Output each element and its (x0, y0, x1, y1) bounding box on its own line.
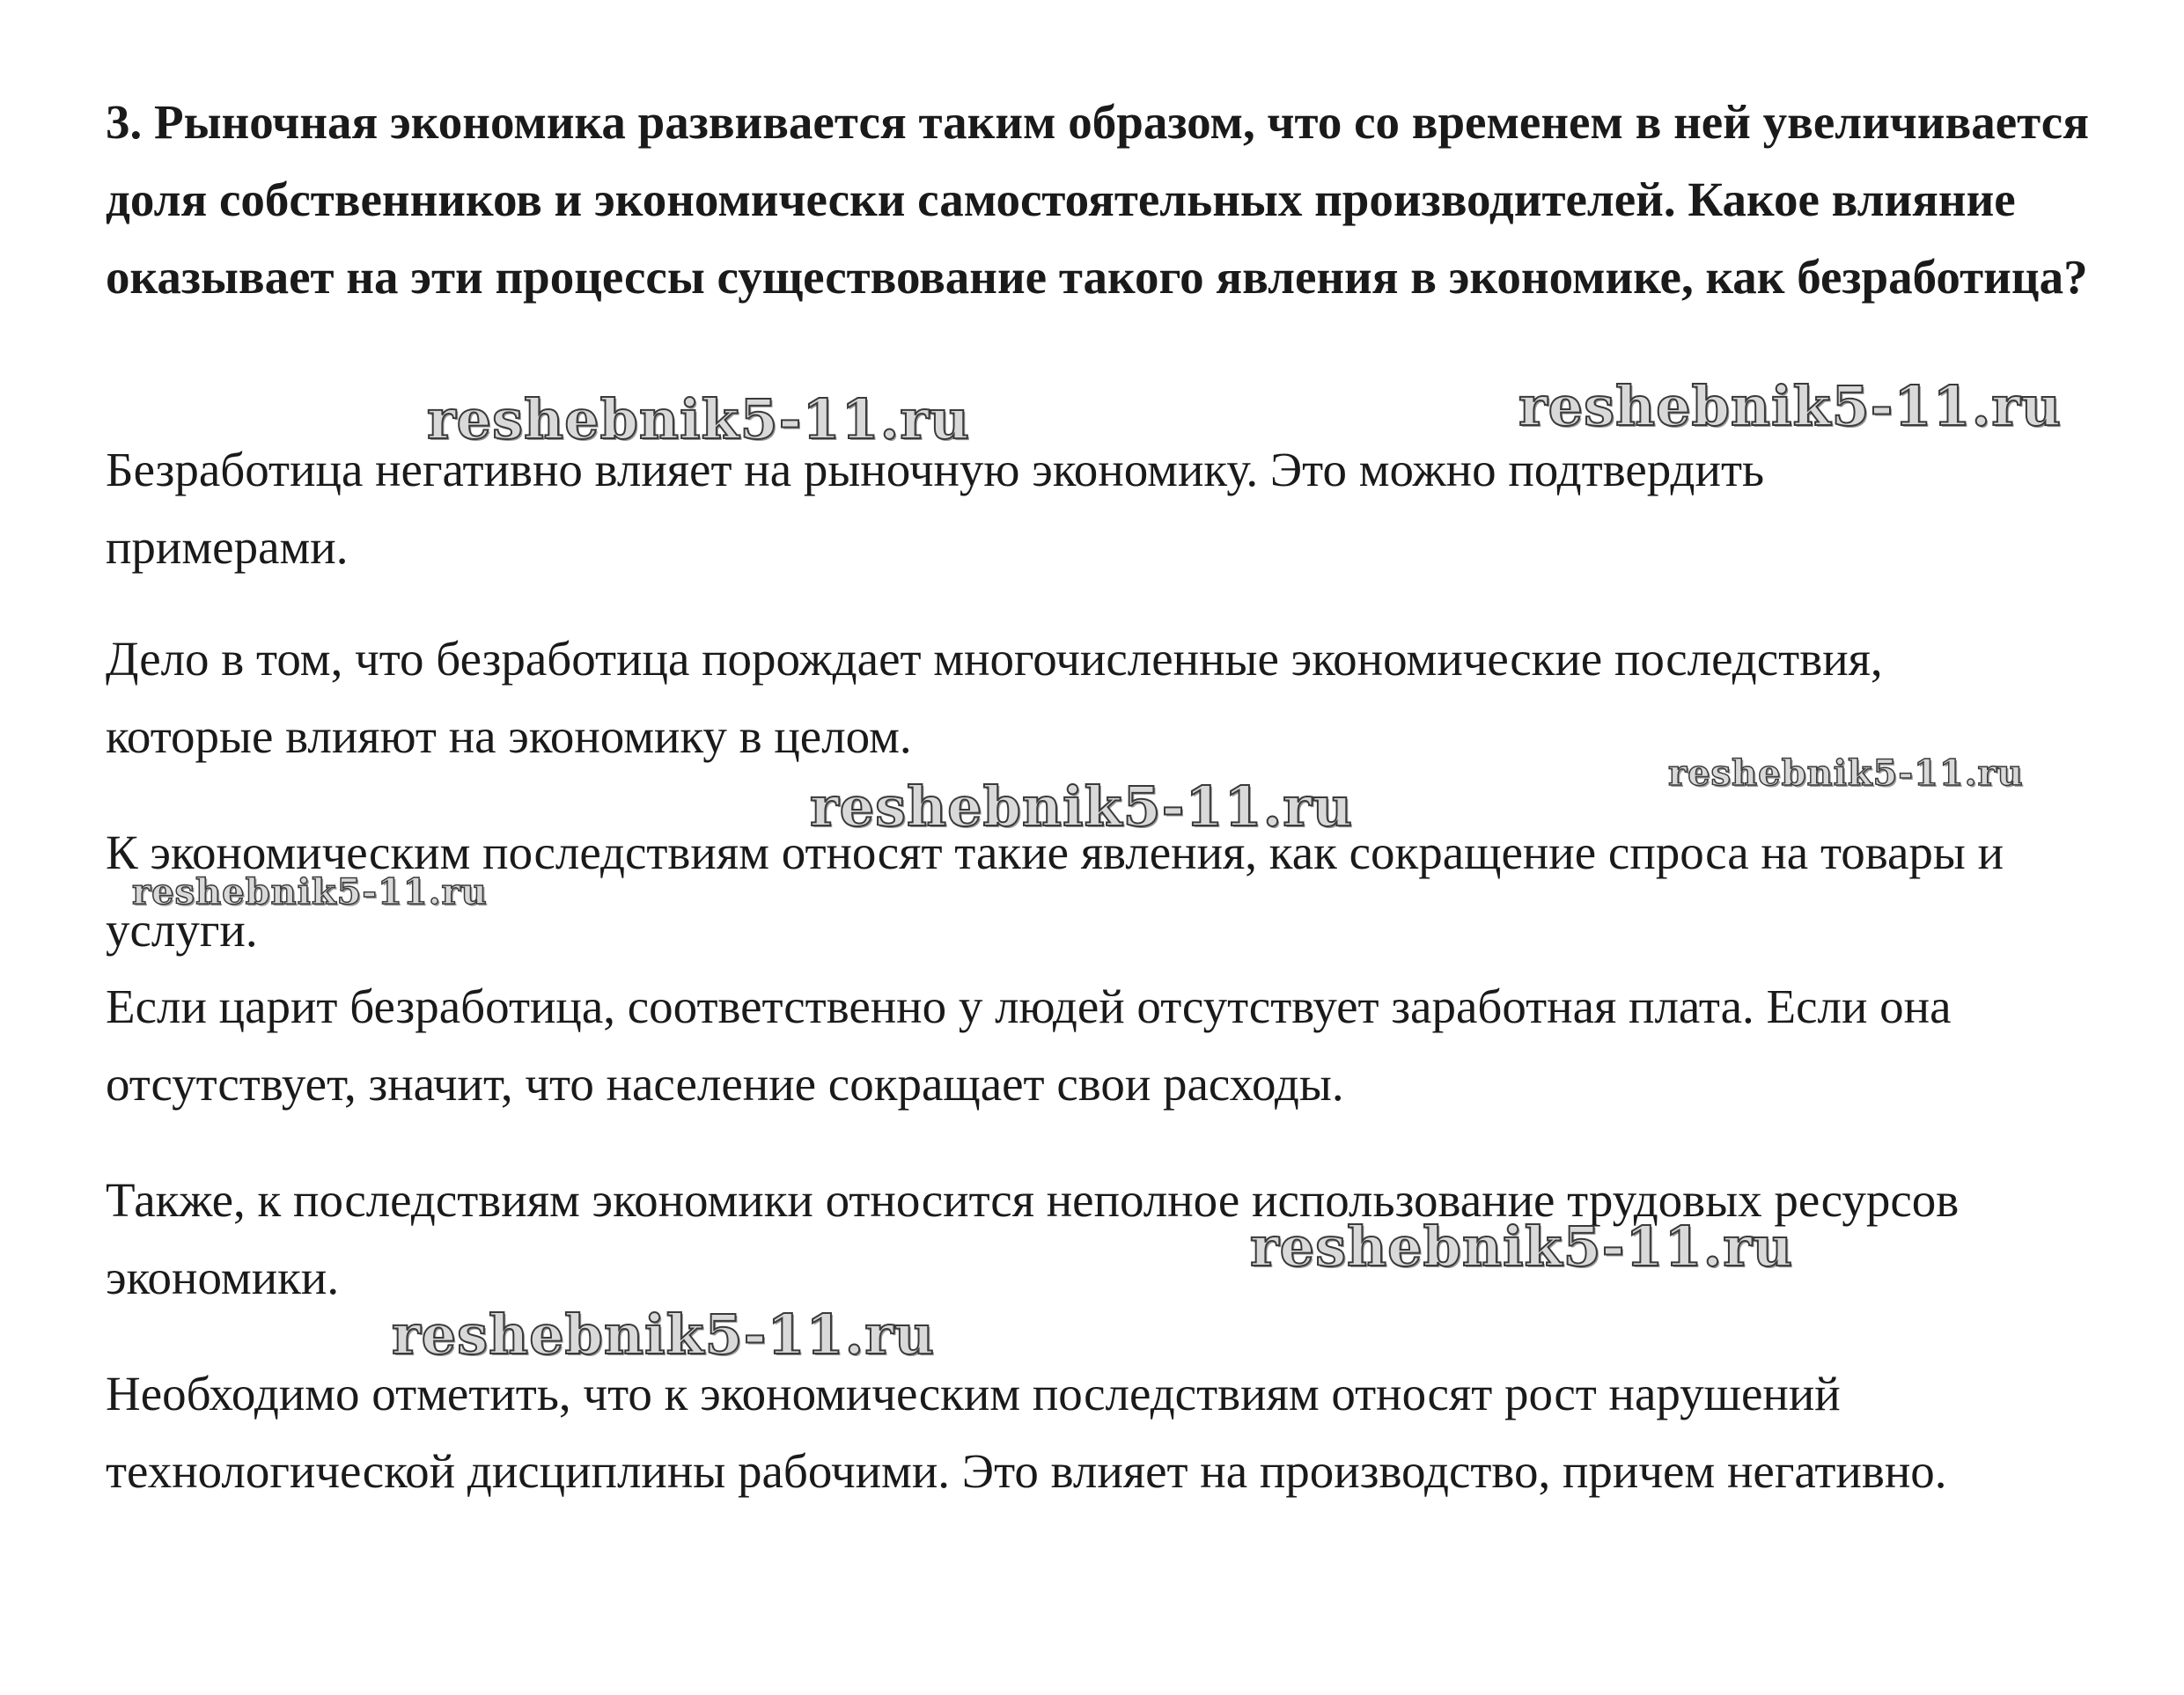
answer-paragraph-3: К экономическим последствиям относят такие явления, как сокращение спроса на товары и услуги. (106, 825, 2004, 957)
answer-paragraph-2: Дело в том, что безработица порождает многочисленные экономические последствия, которые влияют на экономику в целом. (106, 632, 1883, 763)
answer-paragraph-1: Безработица негативно влияет на рыночную экономику. Это можно подтвердить примерами. (106, 443, 1765, 574)
answer-paragraph-4: Если царит безработица, соответственно у людей отсутствует заработная плата. Если она отсутствует, значит, что население сокращает свои расходы. (106, 980, 1952, 1111)
watermark: reshebnik5-11.ru (427, 387, 970, 451)
question-text: 3. Рыночная экономика развивается таким образом, что со временем в ней увеличивается доля собственников и экономически самостоятельных производителей. Какое влияние оказывает на эти процессы существование такого явления в экономике, как безработица? (106, 95, 2089, 304)
watermark: reshebnik5-11.ru (810, 774, 1353, 839)
watermark: reshebnik5-11.ru (392, 1302, 935, 1367)
answer-paragraph-5: Также, к последствиям экономики относится неполное использование трудовых ресурсов экономики. (106, 1173, 1960, 1304)
watermark: reshebnik5-11.ru (132, 871, 488, 913)
watermark: reshebnik5-11.ru (1668, 752, 2024, 794)
answer-paragraph-6: Необходимо отметить, что к экономическим последствиям относят рост нарушений технологической дисциплины рабочими. Это влияет на производство, причем негативно. (106, 1367, 1947, 1498)
watermark: reshebnik5-11.ru (1250, 1214, 1793, 1279)
watermark: reshebnik5-11.ru (1519, 374, 2062, 438)
